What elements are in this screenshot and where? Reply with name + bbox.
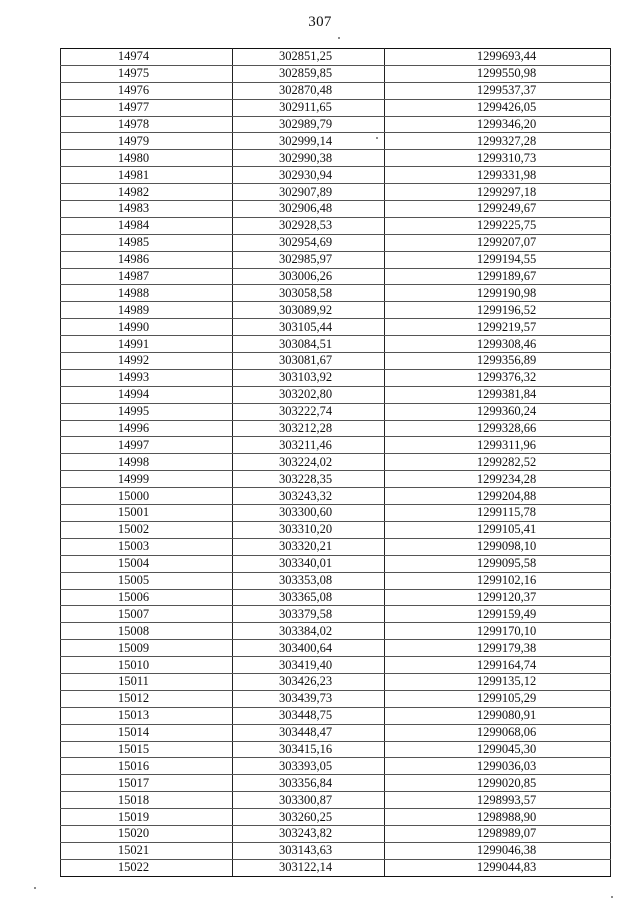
table-row <box>61 707 611 724</box>
table-row <box>61 386 611 403</box>
table-row <box>61 538 611 555</box>
x-coordinate-cell: 302985,97 <box>233 251 385 268</box>
point-number-cell: 15002 <box>61 521 233 538</box>
x-coordinate-cell: 303058,58 <box>233 285 385 302</box>
x-coordinate-cell: 303103,92 <box>233 369 385 386</box>
table-row <box>61 403 611 420</box>
table-row <box>61 285 611 302</box>
table-row <box>61 65 611 82</box>
point-number-cell: 14995 <box>61 403 233 420</box>
x-coordinate-cell: 303415,16 <box>233 741 385 758</box>
x-coordinate-cell: 303228,35 <box>233 471 385 488</box>
x-coordinate-cell: 303243,82 <box>233 825 385 842</box>
x-coordinate-cell: 303356,84 <box>233 775 385 792</box>
scan-speck <box>611 896 613 898</box>
x-coordinate-cell: 302930,94 <box>233 167 385 184</box>
point-number-cell: 15008 <box>61 623 233 640</box>
y-coordinate-cell: 1299207,07 <box>385 234 611 251</box>
x-coordinate-cell: 303379,58 <box>233 606 385 623</box>
table-row <box>61 859 611 876</box>
x-coordinate-cell: 303202,80 <box>233 386 385 403</box>
point-number-cell: 15005 <box>61 572 233 589</box>
point-number-cell: 14974 <box>61 49 233 66</box>
table-row <box>61 758 611 775</box>
y-coordinate-cell: 1299327,28 <box>385 133 611 150</box>
point-number-cell: 14985 <box>61 234 233 251</box>
x-coordinate-cell: 303089,92 <box>233 302 385 319</box>
table-row <box>61 454 611 471</box>
y-coordinate-cell: 1299120,37 <box>385 589 611 606</box>
table-row <box>61 319 611 336</box>
table-row <box>61 49 611 66</box>
x-coordinate-cell: 303006,26 <box>233 268 385 285</box>
y-coordinate-cell: 1299046,38 <box>385 842 611 859</box>
table-row <box>61 809 611 826</box>
table-row <box>61 268 611 285</box>
table-row <box>61 336 611 353</box>
y-coordinate-cell: 1299068,06 <box>385 724 611 741</box>
x-coordinate-cell: 303448,47 <box>233 724 385 741</box>
y-coordinate-cell: 1299550,98 <box>385 65 611 82</box>
table-row <box>61 116 611 133</box>
point-number-cell: 14978 <box>61 116 233 133</box>
x-coordinate-cell: 303260,25 <box>233 809 385 826</box>
point-number-cell: 15017 <box>61 775 233 792</box>
x-coordinate-cell: 303419,40 <box>233 657 385 674</box>
table-row <box>61 488 611 505</box>
y-coordinate-cell: 1299164,74 <box>385 657 611 674</box>
table-row <box>61 234 611 251</box>
point-number-cell: 15006 <box>61 589 233 606</box>
point-number-cell: 15018 <box>61 792 233 809</box>
point-number-cell: 14987 <box>61 268 233 285</box>
point-number-cell: 15022 <box>61 859 233 876</box>
point-number-cell: 15014 <box>61 724 233 741</box>
point-number-cell: 14990 <box>61 319 233 336</box>
y-coordinate-cell: 1299196,52 <box>385 302 611 319</box>
x-coordinate-cell: 303365,08 <box>233 589 385 606</box>
x-coordinate-cell: 303310,20 <box>233 521 385 538</box>
table-row <box>61 825 611 842</box>
x-coordinate-cell: 303439,73 <box>233 690 385 707</box>
point-number-cell: 15010 <box>61 657 233 674</box>
y-coordinate-cell: 1299135,12 <box>385 673 611 690</box>
point-number-cell: 15021 <box>61 842 233 859</box>
x-coordinate-cell: 303320,21 <box>233 538 385 555</box>
coordinates-table-body <box>61 49 611 877</box>
y-coordinate-cell: 1299693,44 <box>385 49 611 66</box>
table-row <box>61 792 611 809</box>
x-coordinate-cell: 303084,51 <box>233 336 385 353</box>
y-coordinate-cell: 1299282,52 <box>385 454 611 471</box>
point-number-cell: 14999 <box>61 471 233 488</box>
table-row <box>61 82 611 99</box>
point-number-cell: 15009 <box>61 640 233 657</box>
point-number-cell: 15004 <box>61 555 233 572</box>
y-coordinate-cell: 1299360,24 <box>385 403 611 420</box>
point-number-cell: 15019 <box>61 809 233 826</box>
table-row <box>61 657 611 674</box>
table-row <box>61 505 611 522</box>
x-coordinate-cell: 303081,67 <box>233 353 385 370</box>
table-row <box>61 521 611 538</box>
point-number-cell: 14991 <box>61 336 233 353</box>
x-coordinate-cell: 303384,02 <box>233 623 385 640</box>
y-coordinate-cell: 1299190,98 <box>385 285 611 302</box>
x-coordinate-cell: 303212,28 <box>233 420 385 437</box>
table-row <box>61 842 611 859</box>
x-coordinate-cell: 303224,02 <box>233 454 385 471</box>
y-coordinate-cell: 1299170,10 <box>385 623 611 640</box>
y-coordinate-cell: 1299194,55 <box>385 251 611 268</box>
point-number-cell: 14983 <box>61 201 233 218</box>
y-coordinate-cell: 1299249,67 <box>385 201 611 218</box>
table-row <box>61 690 611 707</box>
x-coordinate-cell: 303300,87 <box>233 792 385 809</box>
y-coordinate-cell: 1299045,30 <box>385 741 611 758</box>
scan-speck <box>34 887 36 889</box>
point-number-cell: 15016 <box>61 758 233 775</box>
y-coordinate-cell: 1299356,89 <box>385 353 611 370</box>
point-number-cell: 14975 <box>61 65 233 82</box>
x-coordinate-cell: 303393,05 <box>233 758 385 775</box>
table-row <box>61 369 611 386</box>
y-coordinate-cell: 1299080,91 <box>385 707 611 724</box>
x-coordinate-cell: 302907,89 <box>233 184 385 201</box>
page-number: 307 <box>308 14 332 30</box>
x-coordinate-cell: 303426,23 <box>233 673 385 690</box>
y-coordinate-cell: 1299095,58 <box>385 555 611 572</box>
x-coordinate-cell: 302851,25 <box>233 49 385 66</box>
point-number-cell: 15003 <box>61 538 233 555</box>
point-number-cell: 14994 <box>61 386 233 403</box>
point-number-cell: 14998 <box>61 454 233 471</box>
y-coordinate-cell: 1299310,73 <box>385 150 611 167</box>
table-row <box>61 217 611 234</box>
y-coordinate-cell: 1299036,03 <box>385 758 611 775</box>
y-coordinate-cell: 1299189,67 <box>385 268 611 285</box>
x-coordinate-cell: 303340,01 <box>233 555 385 572</box>
table-row <box>61 184 611 201</box>
x-coordinate-cell: 303243,32 <box>233 488 385 505</box>
x-coordinate-cell: 303300,60 <box>233 505 385 522</box>
point-number-cell: 15011 <box>61 673 233 690</box>
y-coordinate-cell: 1299102,16 <box>385 572 611 589</box>
table-row <box>61 251 611 268</box>
table-row <box>61 150 611 167</box>
y-coordinate-cell: 1299381,84 <box>385 386 611 403</box>
point-number-cell: 14996 <box>61 420 233 437</box>
x-coordinate-cell: 303353,08 <box>233 572 385 589</box>
x-coordinate-cell: 302990,38 <box>233 150 385 167</box>
y-coordinate-cell: 1299426,05 <box>385 99 611 116</box>
y-coordinate-cell: 1299098,10 <box>385 538 611 555</box>
x-coordinate-cell: 303400,64 <box>233 640 385 657</box>
y-coordinate-cell: 1299219,57 <box>385 319 611 336</box>
coordinates-table <box>60 48 611 877</box>
point-number-cell: 14976 <box>61 82 233 99</box>
point-number-cell: 14989 <box>61 302 233 319</box>
y-coordinate-cell: 1299225,75 <box>385 217 611 234</box>
point-number-cell: 15001 <box>61 505 233 522</box>
x-coordinate-cell: 302906,48 <box>233 201 385 218</box>
table-row <box>61 673 611 690</box>
point-number-cell: 15015 <box>61 741 233 758</box>
point-number-cell: 15000 <box>61 488 233 505</box>
y-coordinate-cell: 1299331,98 <box>385 167 611 184</box>
y-coordinate-cell: 1299105,29 <box>385 690 611 707</box>
table-row <box>61 437 611 454</box>
point-number-cell: 14980 <box>61 150 233 167</box>
scan-speck <box>376 137 378 139</box>
y-coordinate-cell: 1299537,37 <box>385 82 611 99</box>
table-row <box>61 623 611 640</box>
table-row <box>61 589 611 606</box>
table-row <box>61 420 611 437</box>
table-row <box>61 741 611 758</box>
x-coordinate-cell: 302999,14 <box>233 133 385 150</box>
y-coordinate-cell: 1298988,90 <box>385 809 611 826</box>
table-row <box>61 353 611 370</box>
table-row <box>61 471 611 488</box>
y-coordinate-cell: 1299328,66 <box>385 420 611 437</box>
y-coordinate-cell: 1299105,41 <box>385 521 611 538</box>
point-number-cell: 14984 <box>61 217 233 234</box>
point-number-cell: 15013 <box>61 707 233 724</box>
table-row <box>61 572 611 589</box>
table-row <box>61 99 611 116</box>
table-row <box>61 555 611 572</box>
point-number-cell: 14981 <box>61 167 233 184</box>
x-coordinate-cell: 302928,53 <box>233 217 385 234</box>
x-coordinate-cell: 303222,74 <box>233 403 385 420</box>
x-coordinate-cell: 303122,14 <box>233 859 385 876</box>
y-coordinate-cell: 1299044,83 <box>385 859 611 876</box>
y-coordinate-cell: 1299234,28 <box>385 471 611 488</box>
x-coordinate-cell: 303143,63 <box>233 842 385 859</box>
y-coordinate-cell: 1299179,38 <box>385 640 611 657</box>
point-number-cell: 14988 <box>61 285 233 302</box>
point-number-cell: 14986 <box>61 251 233 268</box>
x-coordinate-cell: 303105,44 <box>233 319 385 336</box>
y-coordinate-cell: 1299020,85 <box>385 775 611 792</box>
x-coordinate-cell: 303448,75 <box>233 707 385 724</box>
point-number-cell: 14993 <box>61 369 233 386</box>
y-coordinate-cell: 1299311,96 <box>385 437 611 454</box>
x-coordinate-cell: 302859,85 <box>233 65 385 82</box>
point-number-cell: 15012 <box>61 690 233 707</box>
table-row <box>61 640 611 657</box>
x-coordinate-cell: 303211,46 <box>233 437 385 454</box>
table-row <box>61 201 611 218</box>
y-coordinate-cell: 1299297,18 <box>385 184 611 201</box>
table-row <box>61 775 611 792</box>
point-number-cell: 14982 <box>61 184 233 201</box>
x-coordinate-cell: 302989,79 <box>233 116 385 133</box>
table-row <box>61 606 611 623</box>
point-number-cell: 15020 <box>61 825 233 842</box>
y-coordinate-cell: 1299115,78 <box>385 505 611 522</box>
x-coordinate-cell: 302911,65 <box>233 99 385 116</box>
table-row <box>61 724 611 741</box>
y-coordinate-cell: 1299204,88 <box>385 488 611 505</box>
table-row <box>61 133 611 150</box>
x-coordinate-cell: 302870,48 <box>233 82 385 99</box>
point-number-cell: 14997 <box>61 437 233 454</box>
x-coordinate-cell: 302954,69 <box>233 234 385 251</box>
point-number-cell: 15007 <box>61 606 233 623</box>
scan-speck <box>338 37 340 39</box>
table-row <box>61 167 611 184</box>
y-coordinate-cell: 1299308,46 <box>385 336 611 353</box>
point-number-cell: 14977 <box>61 99 233 116</box>
table-row <box>61 302 611 319</box>
y-coordinate-cell: 1299376,32 <box>385 369 611 386</box>
y-coordinate-cell: 1298993,57 <box>385 792 611 809</box>
y-coordinate-cell: 1299159,49 <box>385 606 611 623</box>
y-coordinate-cell: 1298989,07 <box>385 825 611 842</box>
point-number-cell: 14979 <box>61 133 233 150</box>
point-number-cell: 14992 <box>61 353 233 370</box>
y-coordinate-cell: 1299346,20 <box>385 116 611 133</box>
